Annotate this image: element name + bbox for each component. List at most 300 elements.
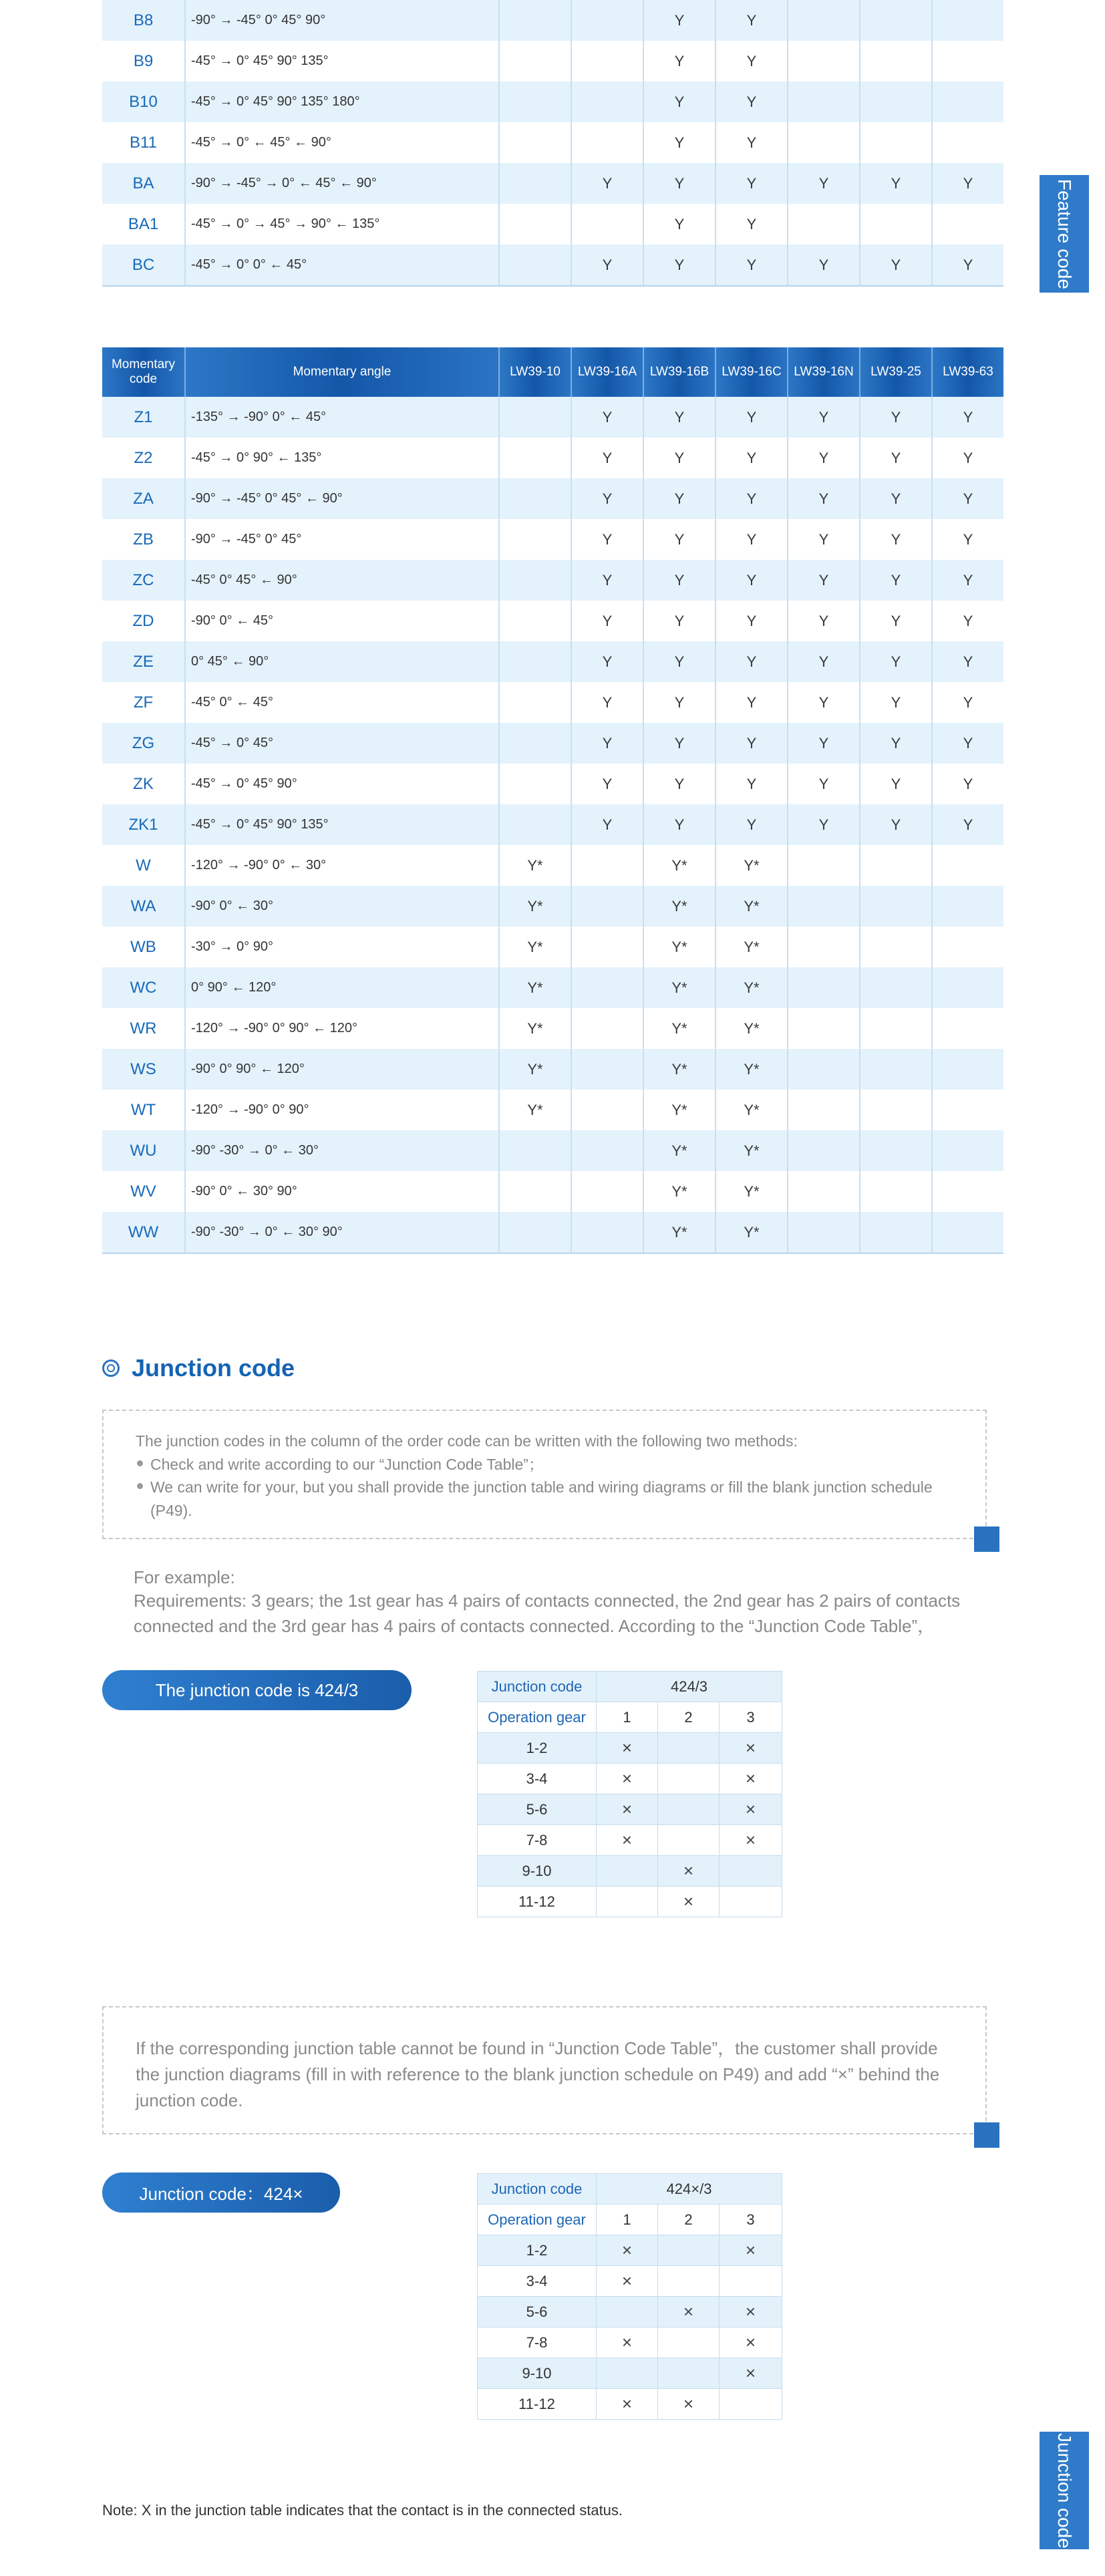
table-row [102, 682, 1003, 723]
availability-cell: Y [932, 438, 1003, 478]
contact-pair: 11-12 [478, 2389, 597, 2420]
availability-cell: Y [643, 641, 716, 682]
feature-code-cell: B10 [102, 82, 185, 122]
contact-row [478, 1825, 782, 1856]
junction-code-value: 424×/3 [597, 2174, 782, 2205]
availability-cell [499, 204, 571, 245]
availability-cell: Y* [716, 927, 788, 967]
availability-cell: Y* [716, 967, 788, 1008]
availability-cell: Y* [643, 845, 716, 886]
feature-angle-cell: -45° → 0° 45° 90° [185, 764, 499, 804]
feature-angle-cell: -120° → -90° 0° 90° ← 120° [185, 1008, 499, 1049]
availability-cell: Y [643, 0, 716, 41]
feature-code-cell: ZF [102, 682, 185, 723]
availability-cell [571, 1090, 643, 1130]
availability-cell [499, 41, 571, 82]
connection-mark: × [658, 2297, 720, 2327]
availability-cell [499, 0, 571, 41]
availability-cell: Y [788, 764, 860, 804]
availability-cell: Y [643, 764, 716, 804]
feature-angle-cell: -90° -30° → 0° ← 30° 90° [185, 1212, 499, 1253]
contact-pair: 9-10 [478, 1856, 597, 1887]
availability-cell: Y [643, 397, 716, 438]
availability-cell [499, 519, 571, 560]
availability-cell [860, 967, 932, 1008]
availability-cell [571, 122, 643, 163]
table-row [102, 1130, 1003, 1171]
connection-mark [597, 1856, 658, 1887]
connection-mark: × [597, 1794, 658, 1825]
connection-mark [720, 2266, 782, 2297]
table-row [102, 478, 1003, 519]
availability-cell [788, 1090, 860, 1130]
feature-angle-cell: -120° → -90° 0° 90° [185, 1090, 499, 1130]
availability-cell: Y [716, 204, 788, 245]
availability-cell [932, 927, 1003, 967]
gear-number: 1 [597, 2205, 658, 2235]
availability-cell: Y [643, 438, 716, 478]
availability-cell [499, 245, 571, 286]
availability-cell: Y [860, 519, 932, 560]
gear-number: 3 [720, 1702, 782, 1733]
feature-code-cell: B9 [102, 41, 185, 82]
section-title: Junction code [132, 1354, 295, 1382]
connection-mark: × [597, 1825, 658, 1856]
availability-cell: Y [571, 560, 643, 601]
availability-cell: Y [788, 519, 860, 560]
availability-cell: Y [571, 438, 643, 478]
table-row [102, 0, 1003, 41]
availability-cell [499, 764, 571, 804]
header-model-lw39-63: LW39-63 [932, 347, 1003, 397]
availability-cell: Y [860, 641, 932, 682]
contact-row [478, 2389, 782, 2420]
feature-code-cell: Z2 [102, 438, 185, 478]
availability-cell [932, 122, 1003, 163]
connection-mark: × [597, 2266, 658, 2297]
availability-cell: Y [716, 601, 788, 641]
availability-cell [571, 886, 643, 927]
availability-cell: Y* [643, 1008, 716, 1049]
feature-angle-cell: -45° 0° ← 45° [185, 682, 499, 723]
connection-mark [597, 1887, 658, 1917]
availability-cell [860, 0, 932, 41]
contact-pair: 3-4 [478, 1764, 597, 1794]
availability-cell [499, 438, 571, 478]
feature-code-cell: ZA [102, 478, 185, 519]
availability-cell: Y [716, 804, 788, 845]
availability-cell [499, 723, 571, 764]
availability-cell: Y* [499, 1090, 571, 1130]
example-requirements: Requirements: 3 gears; the 1st gear has 4 pairs of contacts connected, the 2nd gear has 2 pairs of contacts connected and the 3rd gear has 4 pairs of contacts connected. According to the “Junction Code Table”， [134, 1591, 961, 1636]
feature-code-cell: ZK1 [102, 804, 185, 845]
availability-cell: Y [643, 601, 716, 641]
connection-mark [658, 2358, 720, 2389]
availability-cell: Y [716, 519, 788, 560]
availability-cell [571, 1171, 643, 1212]
availability-cell [860, 1171, 932, 1212]
connection-mark: × [597, 2235, 658, 2266]
availability-cell [932, 82, 1003, 122]
connection-mark [597, 2358, 658, 2389]
availability-cell [788, 1212, 860, 1253]
availability-cell: Y [932, 560, 1003, 601]
table-row [102, 804, 1003, 845]
table-row [102, 1212, 1003, 1253]
availability-cell: Y [716, 122, 788, 163]
gear-number: 3 [720, 2205, 782, 2235]
connection-mark: × [720, 1764, 782, 1794]
connection-mark [658, 2235, 720, 2266]
connection-mark: × [597, 1764, 658, 1794]
feature-code-cell: BA [102, 163, 185, 204]
feature-angle-cell: -45° → 0° 45° 90° 135° 180° [185, 82, 499, 122]
availability-cell: Y [716, 41, 788, 82]
availability-cell [499, 478, 571, 519]
availability-cell [788, 1008, 860, 1049]
availability-cell: Y [571, 163, 643, 204]
availability-cell: Y [788, 478, 860, 519]
availability-cell [932, 1090, 1003, 1130]
side-tab-feature-code[interactable]: Feature code [1040, 175, 1089, 293]
contact-row [478, 1887, 782, 1917]
availability-cell [860, 1049, 932, 1090]
custom-junction-text: If the corresponding junction table cannot be found in “Junction Code Table”，the customer shall provide the junction diagrams (fill in with reference to the blank junction schedule on P49) and add “×” behind the junction code. [136, 2038, 940, 2110]
operation-gear-row [478, 1702, 782, 1733]
availability-cell [788, 967, 860, 1008]
contact-row [478, 2297, 782, 2327]
availability-cell: Y* [499, 927, 571, 967]
availability-cell [788, 1049, 860, 1090]
availability-cell: Y* [643, 1212, 716, 1253]
table-row [102, 764, 1003, 804]
example-label: For example: [134, 1567, 235, 1587]
availability-cell: Y* [716, 1049, 788, 1090]
connection-mark: × [597, 2327, 658, 2358]
availability-cell: Y [788, 804, 860, 845]
connection-mark [658, 1825, 720, 1856]
table-row [102, 82, 1003, 122]
availability-cell: Y [932, 519, 1003, 560]
availability-cell [788, 1171, 860, 1212]
header-model-lw39-10: LW39-10 [499, 347, 571, 397]
availability-cell: Y [716, 560, 788, 601]
momentary-feature-table [102, 347, 1003, 1254]
corner-square-decoration [974, 1526, 999, 1552]
availability-cell: Y [571, 478, 643, 519]
availability-cell: Y [788, 682, 860, 723]
availability-cell: Y* [643, 927, 716, 967]
availability-cell [571, 1008, 643, 1049]
availability-cell: Y [643, 682, 716, 723]
availability-cell: Y [932, 478, 1003, 519]
feature-angle-cell: -45° → 0° 90° ← 135° [185, 438, 499, 478]
table-row [102, 845, 1003, 886]
availability-cell: Y [788, 641, 860, 682]
table-header-row [102, 347, 1003, 397]
connection-mark: × [720, 1825, 782, 1856]
feature-code-cell: WR [102, 1008, 185, 1049]
header-model-lw39-25: LW39-25 [860, 347, 932, 397]
availability-cell: Y [643, 82, 716, 122]
feature-angle-cell: -90° -30° → 0° ← 30° [185, 1130, 499, 1171]
table-row [102, 245, 1003, 286]
availability-cell: Y [716, 82, 788, 122]
connection-mark: × [597, 2389, 658, 2420]
availability-cell: Y [716, 438, 788, 478]
feature-angle-cell: -135° → -90° 0° ← 45° [185, 397, 499, 438]
connection-mark [658, 1733, 720, 1764]
availability-cell: Y [788, 245, 860, 286]
availability-cell: Y [716, 764, 788, 804]
feature-code-cell: BC [102, 245, 185, 286]
availability-cell: Y [860, 163, 932, 204]
operation-gear-label: Operation gear [478, 1702, 597, 1733]
contact-pair: 7-8 [478, 2327, 597, 2358]
availability-cell: Y [788, 163, 860, 204]
feature-angle-cell: -45° → 0° 45° [185, 723, 499, 764]
availability-cell: Y [716, 723, 788, 764]
table-row [102, 641, 1003, 682]
availability-cell [571, 967, 643, 1008]
connection-mark: × [658, 1887, 720, 1917]
feature-angle-cell: -45° → 0° 0° ← 45° [185, 245, 499, 286]
availability-cell: Y [571, 723, 643, 764]
availability-cell: Y [932, 601, 1003, 641]
availability-cell: Y [716, 0, 788, 41]
table-row [102, 1090, 1003, 1130]
availability-cell [571, 845, 643, 886]
availability-cell [932, 886, 1003, 927]
availability-cell: Y* [716, 1212, 788, 1253]
connection-mark [658, 1794, 720, 1825]
availability-cell [499, 82, 571, 122]
table-row [102, 560, 1003, 601]
connection-mark: × [720, 1794, 782, 1825]
feature-angle-cell: -90° → -45° → 0° ← 45° ← 90° [185, 163, 499, 204]
availability-cell [571, 41, 643, 82]
availability-cell: Y [932, 245, 1003, 286]
availability-cell [788, 1130, 860, 1171]
availability-cell: Y [716, 641, 788, 682]
availability-cell [788, 122, 860, 163]
availability-cell: Y [932, 764, 1003, 804]
custom-junction-note-box [102, 2006, 987, 2134]
table-row [102, 1008, 1003, 1049]
header-model-lw39-16n: LW39-16N [788, 347, 860, 397]
connection-mark: × [720, 2235, 782, 2266]
availability-cell [788, 0, 860, 41]
gear-number: 2 [658, 2205, 720, 2235]
contact-pair: 9-10 [478, 2358, 597, 2389]
availability-cell [788, 886, 860, 927]
availability-cell [499, 1130, 571, 1171]
availability-cell: Y [643, 478, 716, 519]
feature-angle-cell: -30° → 0° 90° [185, 927, 499, 967]
availability-cell: Y [716, 397, 788, 438]
availability-cell [571, 204, 643, 245]
feature-angle-cell: -45° → 0° → 45° → 90° ← 135° [185, 204, 499, 245]
connection-mark: × [720, 2297, 782, 2327]
availability-cell: Y [860, 478, 932, 519]
connection-mark: × [720, 2327, 782, 2358]
availability-cell: Y* [499, 1008, 571, 1049]
availability-cell [860, 1008, 932, 1049]
availability-cell [788, 82, 860, 122]
feature-code-cell: ZG [102, 723, 185, 764]
availability-cell [860, 927, 932, 967]
availability-cell [499, 560, 571, 601]
availability-cell [860, 886, 932, 927]
availability-cell: Y [860, 560, 932, 601]
availability-cell: Y [643, 245, 716, 286]
availability-cell: Y [860, 682, 932, 723]
contact-pair: 1-2 [478, 1733, 597, 1764]
table-row [102, 122, 1003, 163]
corner-square-decoration-2 [974, 2122, 999, 2148]
feature-angle-cell: 0° 45° ← 90° [185, 641, 499, 682]
feature-angle-cell: -45° 0° 45° ← 90° [185, 560, 499, 601]
availability-cell [499, 641, 571, 682]
feature-angle-cell: -90° 0° ← 30° 90° [185, 1171, 499, 1212]
availability-cell: Y* [643, 967, 716, 1008]
availability-cell [571, 82, 643, 122]
junction-code-result-pill: The junction code is 424/3 [102, 1670, 412, 1710]
availability-cell [860, 82, 932, 122]
availability-cell [860, 122, 932, 163]
availability-cell: Y* [716, 886, 788, 927]
availability-cell: Y [932, 641, 1003, 682]
feature-angle-cell: -90° 0° ← 30° [185, 886, 499, 927]
connection-mark [720, 2389, 782, 2420]
availability-cell: Y [932, 682, 1003, 723]
contact-pair: 1-2 [478, 2235, 597, 2266]
connection-mark [720, 1856, 782, 1887]
availability-cell: Y [788, 438, 860, 478]
feature-table-top [102, 0, 1003, 287]
availability-cell [499, 1212, 571, 1253]
availability-cell [499, 682, 571, 723]
junction-code-row [478, 1671, 782, 1702]
contact-row [478, 2358, 782, 2389]
feature-code-cell: WU [102, 1130, 185, 1171]
availability-cell [788, 927, 860, 967]
contact-pair: 3-4 [478, 2266, 597, 2297]
feature-code-cell: WB [102, 927, 185, 967]
gear-number: 1 [597, 1702, 658, 1733]
contact-row [478, 2327, 782, 2358]
availability-cell: Y* [499, 1049, 571, 1090]
availability-cell [932, 1049, 1003, 1090]
feature-code-cell: ZD [102, 601, 185, 641]
availability-cell: Y [860, 764, 932, 804]
connection-mark: × [720, 2358, 782, 2389]
availability-cell: Y [643, 560, 716, 601]
availability-cell [788, 204, 860, 245]
availability-cell [860, 845, 932, 886]
availability-cell [499, 601, 571, 641]
target-circle-icon [102, 1359, 120, 1377]
contact-pair: 11-12 [478, 1887, 597, 1917]
availability-cell [499, 397, 571, 438]
connection-mark [658, 2266, 720, 2297]
availability-cell: Y [571, 601, 643, 641]
connection-mark: × [720, 1733, 782, 1764]
connection-mark [658, 2327, 720, 2358]
table-row [102, 438, 1003, 478]
availability-cell: Y [571, 682, 643, 723]
feature-angle-cell: -90° → -45° 0° 45° 90° [185, 0, 499, 41]
availability-cell [499, 122, 571, 163]
feature-code-cell: B8 [102, 0, 185, 41]
feature-angle-cell: -90° → -45° 0° 45° [185, 519, 499, 560]
section-heading [102, 1351, 295, 1385]
operation-gear-row [478, 2205, 782, 2235]
availability-cell: Y* [643, 1171, 716, 1212]
contact-row [478, 1794, 782, 1825]
connection-mark [720, 1887, 782, 1917]
table-row [102, 41, 1003, 82]
availability-cell [571, 1049, 643, 1090]
availability-cell [932, 967, 1003, 1008]
junction-code-value: 424/3 [597, 1671, 782, 1702]
contact-pair: 5-6 [478, 2297, 597, 2327]
availability-cell: Y [788, 397, 860, 438]
connection-mark [658, 1764, 720, 1794]
availability-cell [499, 163, 571, 204]
junction-code-row [478, 2174, 782, 2205]
availability-cell: Y [788, 601, 860, 641]
feature-code-cell: WW [102, 1212, 185, 1253]
table-row [102, 723, 1003, 764]
contact-pair: 5-6 [478, 1794, 597, 1825]
availability-cell [932, 1171, 1003, 1212]
availability-cell: Y [571, 397, 643, 438]
availability-cell [932, 0, 1003, 41]
feature-code-cell: Z1 [102, 397, 185, 438]
availability-cell: Y* [499, 886, 571, 927]
methods-note-box [102, 1410, 987, 1539]
junction-table-example-1 [477, 1671, 782, 1917]
availability-cell: Y* [716, 1130, 788, 1171]
availability-cell: Y [788, 723, 860, 764]
contact-row [478, 2235, 782, 2266]
header-model-lw39-16c: LW39-16C [716, 347, 788, 397]
feature-code-cell: WV [102, 1171, 185, 1212]
junction-table-example-2 [477, 2173, 782, 2420]
availability-cell [571, 1130, 643, 1171]
availability-cell: Y [716, 245, 788, 286]
feature-angle-cell: -90° 0° 90° ← 120° [185, 1049, 499, 1090]
availability-cell [571, 1212, 643, 1253]
footnote: Note: X in the junction table indicates that the contact is in the connected status. [102, 2502, 623, 2519]
feature-angle-cell: -45° → 0° 45° 90° 135° [185, 41, 499, 82]
method-bullet-1: Check and write according to our “Junction Code Table”； [136, 1453, 953, 1476]
feature-angle-cell: -90° 0° ← 45° [185, 601, 499, 641]
side-tab-junction-code[interactable]: Junction code [1040, 2432, 1089, 2549]
availability-cell: Y* [499, 967, 571, 1008]
availability-cell: Y [571, 764, 643, 804]
availability-cell: Y* [716, 1090, 788, 1130]
feature-code-cell: BA1 [102, 204, 185, 245]
feature-code-cell: ZC [102, 560, 185, 601]
connection-mark: × [658, 1856, 720, 1887]
availability-cell [788, 41, 860, 82]
availability-cell [932, 1008, 1003, 1049]
junction-code-label: Junction code [478, 1671, 597, 1702]
feature-angle-cell: -120° → -90° 0° ← 30° [185, 845, 499, 886]
feature-angle-cell: -90° → -45° 0° 45° ← 90° [185, 478, 499, 519]
